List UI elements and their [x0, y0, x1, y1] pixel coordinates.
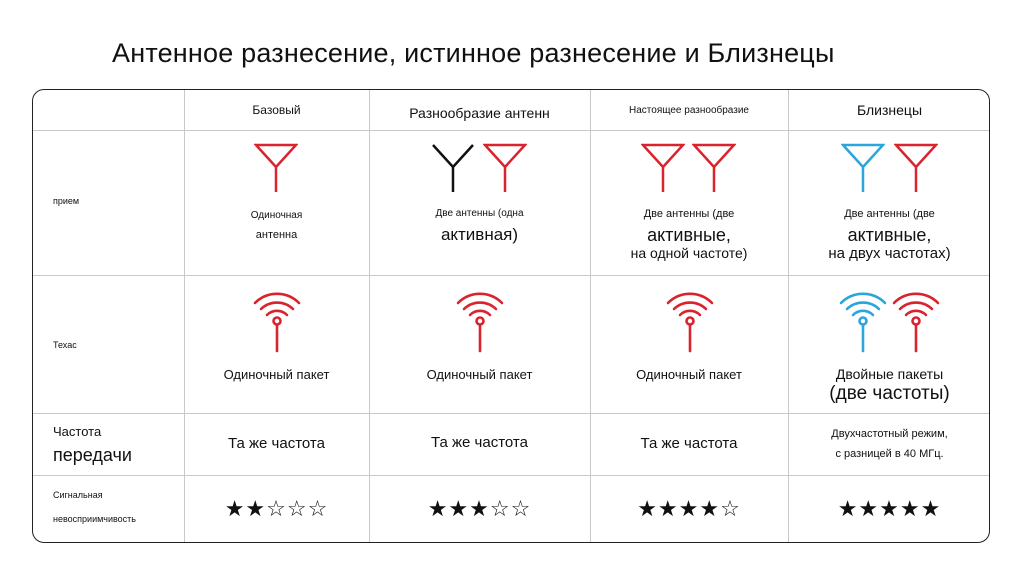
grid-line	[33, 130, 989, 131]
rating-basic: ★★☆☆☆	[224, 496, 329, 521]
freq-basic: Та же частота	[228, 435, 325, 452]
tx-twins-line2: (две частоты)	[829, 383, 950, 404]
reception-twins-line2: активные,	[847, 225, 932, 245]
reception-basic-line1: Одиночная	[250, 210, 303, 221]
freq-true: Та же частота	[640, 435, 738, 452]
row-label-signal-line2: невосприимчивость	[53, 514, 136, 524]
transmitter-icon	[253, 288, 301, 354]
row-label-frequency-line1: Частота	[53, 424, 102, 439]
tx-twins-line1: Двойные пакеты	[835, 366, 944, 382]
tx-basic: Одиночный пакет	[223, 367, 330, 382]
antenna-icon	[894, 143, 938, 193]
column-header-true-diversity: Настоящее разнообразие	[629, 105, 749, 116]
antenna-icon	[431, 143, 475, 193]
tx-true: Одиночный пакет	[636, 367, 742, 382]
row-label-reception: прием	[53, 196, 80, 206]
reception-twins-line1: Две антенны (две	[844, 208, 935, 220]
grid-line	[33, 475, 989, 476]
reception-twins-line3: на двух частотах)	[828, 245, 951, 262]
comparison-table	[32, 89, 990, 543]
column-header-antenna-diversity: Разнообразие антенн	[409, 105, 550, 121]
row-label-frequency-line2: передачи	[53, 445, 132, 465]
rating-twins: ★★★★★	[837, 496, 942, 521]
freq-twins-line2: с разницей в 40 МГц.	[835, 448, 944, 460]
freq-twins-line1: Двухчастотный режим,	[831, 428, 948, 440]
antenna-icon	[483, 143, 527, 193]
column-header-twins: Близнецы	[856, 102, 923, 118]
rating-antenna: ★★★☆☆	[427, 496, 532, 521]
transmitter-icon	[456, 288, 504, 354]
antenna-icon	[254, 143, 298, 193]
reception-true-line1: Две антенны (две	[643, 208, 735, 220]
reception-true-line2: активные,	[647, 225, 731, 245]
antenna-icon	[641, 143, 685, 193]
tx-antenna: Одиночный пакет	[426, 367, 533, 382]
page-title: Антенное разнесение, истинное разнесение и Близнецы	[112, 38, 835, 68]
row-label-tx: Техас	[53, 340, 77, 350]
reception-antenna-line1: Две антенны (одна	[435, 208, 524, 219]
transmitter-icon	[892, 288, 940, 354]
grid-line	[33, 275, 989, 276]
reception-true-line3: на одной частоте)	[630, 245, 748, 261]
transmitter-icon	[839, 288, 887, 354]
reception-antenna-line2: активная)	[440, 225, 519, 244]
freq-antenna: Та же частота	[431, 434, 528, 451]
antenna-icon	[841, 143, 885, 193]
column-header-basic: Базовый	[252, 103, 301, 117]
row-label-signal-line1: Сигнальная	[53, 490, 103, 500]
reception-basic-line2: антенна	[255, 229, 298, 241]
grid-line	[33, 413, 989, 414]
rating-true: ★★★★☆	[637, 496, 741, 521]
transmitter-icon	[666, 288, 714, 354]
antenna-icon	[692, 143, 736, 193]
